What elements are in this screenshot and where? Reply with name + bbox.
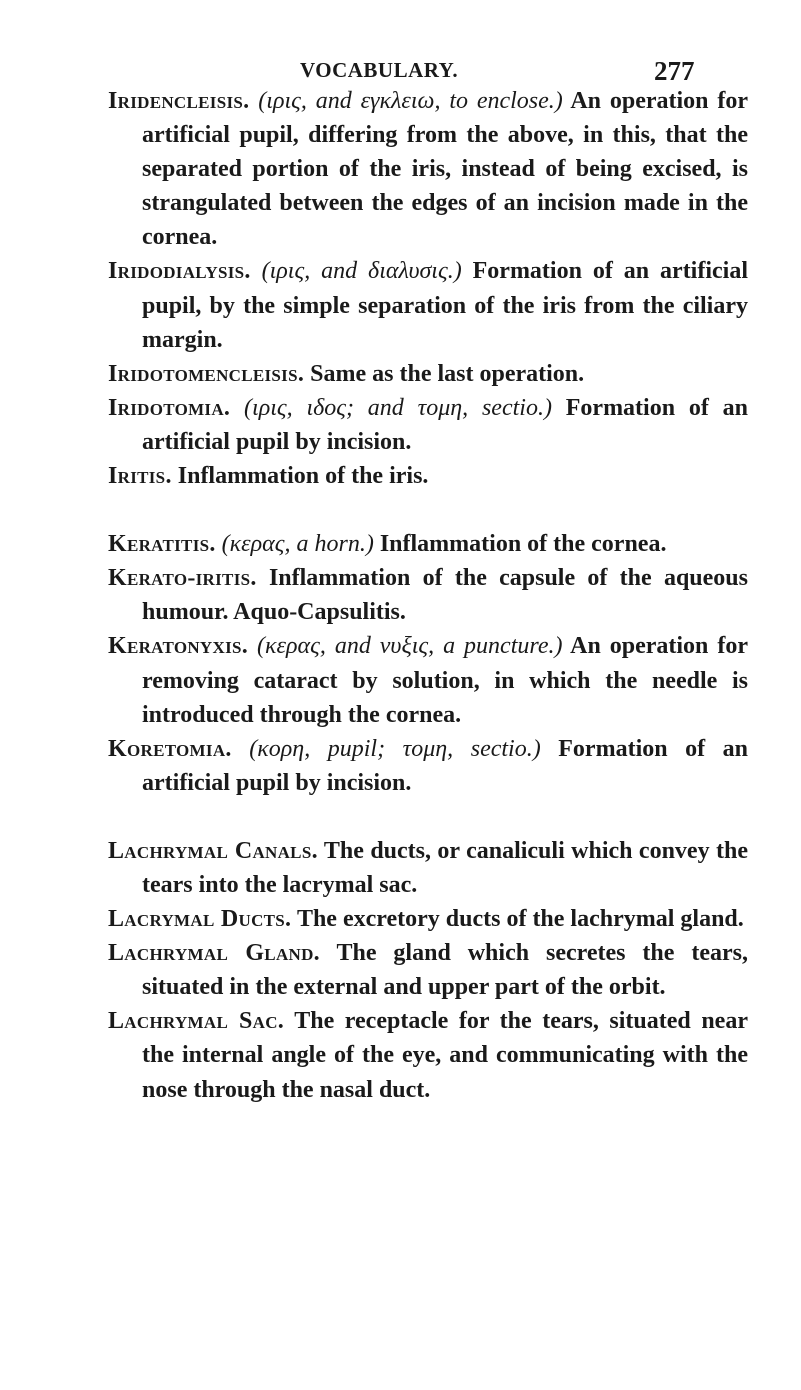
entry-term: Iridodialysis. — [108, 258, 251, 285]
running-title: VOCABULARY. — [300, 58, 459, 82]
entry-definition: The ducts, or canaliculi which convey the tears into the lacrymal sac. — [142, 837, 748, 898]
entry-etymology-text: (κερας, and νυξις, a puncture.) — [257, 633, 563, 660]
vocabulary-entry — [108, 459, 748, 493]
entry-definition: The receptacle for the tears, situated near the internal angle of the eye, and communicating with the nose through the nasal duct. — [142, 1008, 748, 1103]
vocabulary-entry — [108, 834, 748, 902]
entry-definition: An operation for artificial pupil, differing from the above, in this, that the separated portion of the iris, instead of being excised, is strangulated between the edges of an incision made in the cornea. — [142, 88, 749, 251]
vocabulary-entry — [108, 936, 748, 1004]
vocabulary-entry — [108, 732, 748, 800]
entry-etymology-text: (ιρις, and εγκλειω, to enclose.) — [258, 88, 563, 114]
entry-etymology — [258, 88, 563, 114]
entry-definition: Formation of an artificial pupil by incision. — [142, 394, 749, 455]
entry-etymology — [222, 531, 374, 557]
entry-definition: Same as the last operation. — [310, 360, 585, 387]
vocabulary-entry — [108, 357, 748, 391]
entry-term: Iritis. — [108, 463, 172, 490]
entry-term: Keratitis. — [108, 531, 216, 558]
entry-etymology-text: (ιρις, and διαλυσις.) — [261, 258, 462, 285]
entry-definition: The gland which secretes the tears, situated in the external and upper part of the orbit. — [142, 940, 748, 1001]
entry-term: Kerato-iritis. — [108, 565, 257, 592]
vocabulary-entry — [108, 254, 748, 356]
entry-etymology-text: (ιρις, ιδος; and τομη, sectio.) — [244, 394, 552, 421]
entry-etymology — [262, 258, 462, 284]
vocabulary-entry — [108, 527, 748, 561]
entry-term: Iridotomia. — [108, 394, 231, 421]
entry-term: Iridotomencleisis. — [108, 360, 305, 387]
entry-term: Lacrymal Ducts. — [108, 906, 292, 933]
entry-etymology — [244, 395, 552, 421]
entry-etymology-text: (κορη, pupil; τομη, sectio.) — [249, 735, 541, 762]
entry-term: Lachrymal Canals. — [108, 837, 318, 864]
entry-term: Iridencleisis. — [108, 88, 250, 114]
vocabulary-entries — [108, 84, 748, 1107]
entry-etymology-text: (κερας, a horn.) — [221, 531, 374, 558]
vocabulary-entry — [108, 902, 748, 936]
entry-etymology — [249, 736, 540, 762]
vocabulary-entry — [108, 629, 748, 731]
entry-term: Koretomia. — [108, 735, 232, 762]
entry-term: Keratonyxis. — [108, 633, 249, 660]
entry-definition: Inflammation of the cornea. — [379, 531, 667, 558]
vocabulary-entry — [108, 391, 748, 459]
entry-definition: An operation for removing cataract by solution, in which the needle is introduced through the cornea. — [142, 633, 749, 728]
entry-definition: Inflammation of the iris. — [177, 463, 429, 490]
page-number: 277 — [654, 56, 695, 86]
entry-definition: The excretory ducts of the lachrymal gland. — [296, 906, 744, 933]
vocabulary-entry — [108, 1004, 748, 1106]
vocabulary-entry — [108, 561, 748, 629]
entry-definition: Inflammation of the capsule of the aqueous humour. Aquo-Capsulitis. — [142, 565, 748, 626]
entry-etymology — [257, 633, 562, 659]
entry-term: Lachrymal Gland. — [108, 940, 320, 967]
entry-definition: Formation of an artificial pupil, by the simple separation of the iris from the ciliary margin. — [142, 258, 748, 353]
entry-term: Lachrymal Sac. — [108, 1008, 285, 1035]
vocabulary-entry — [108, 84, 748, 254]
entry-definition: Formation of an artificial pupil by incision. — [142, 735, 749, 796]
